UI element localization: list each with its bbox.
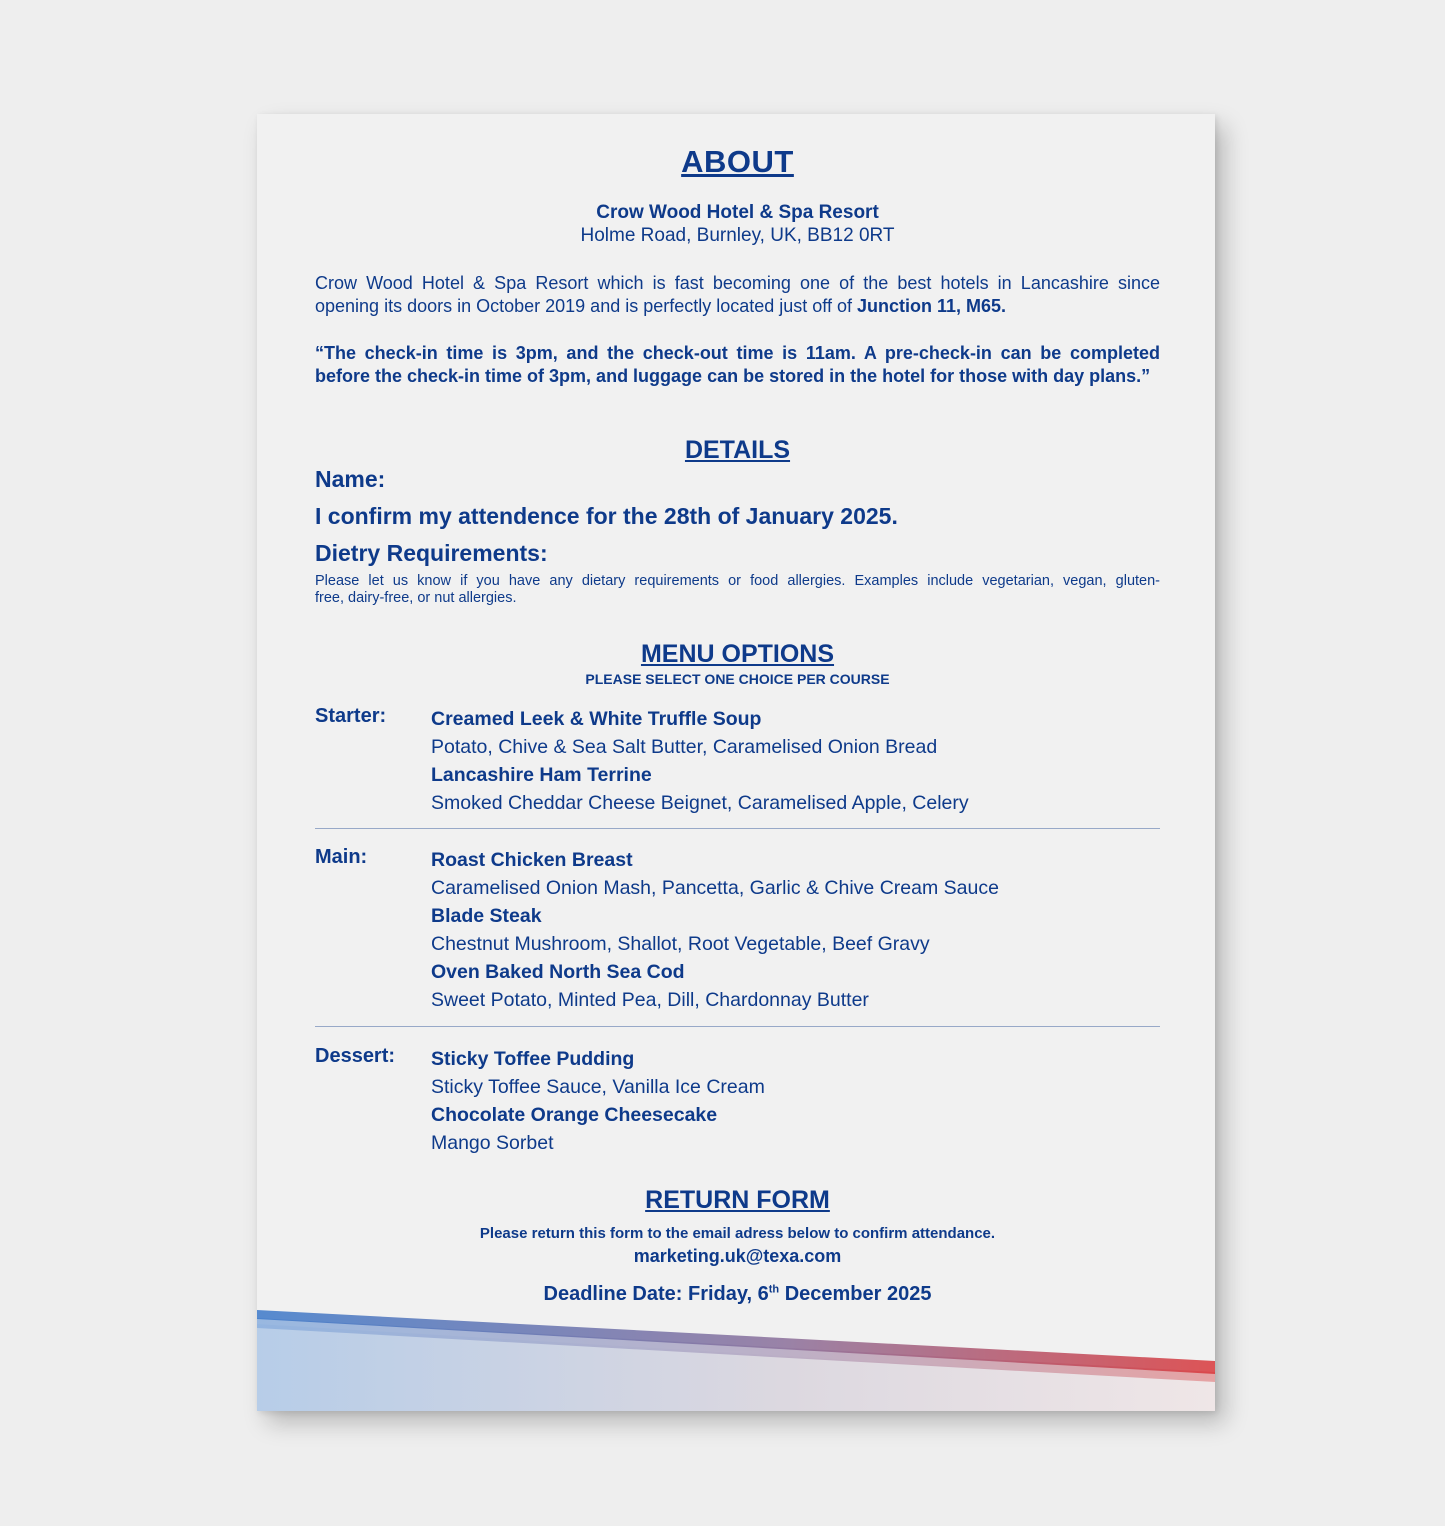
course-items (431, 705, 969, 817)
course-label: Starter: (315, 705, 387, 727)
menu-item-name: Sticky Toffee Pudding (431, 1048, 635, 1070)
document-page (257, 114, 1215, 1411)
course-items (431, 1045, 765, 1157)
menu-subheading: PLEASE SELECT ONE CHOICE PER COURSE (585, 671, 890, 687)
name-label: Name: (315, 466, 386, 492)
menu-item-name: Roast Chicken Breast (431, 849, 633, 871)
menu-item-description: Sticky Toffee Sauce, Vanilla Ice Cream (431, 1076, 765, 1098)
dietary-note-line-2: free, dairy-free, or nut allergies. (315, 590, 517, 606)
deadline-date (315, 1283, 1160, 1306)
course-items (431, 846, 999, 1014)
return-form-heading: RETURN FORM (645, 1186, 830, 1214)
divider (315, 828, 1160, 829)
menu-item-description: Potato, Chive & Sea Salt Butter, Caramelised Onion Bread (431, 736, 938, 758)
checkin-quote-line-1: “The check-in time is 3pm, and the check-out time is 11am. A pre-check-in can be completed (315, 343, 1160, 363)
intro-junction: Junction 11, M65. (857, 296, 1007, 316)
deadline-ordinal: th (768, 1283, 780, 1296)
intro-line-2 (315, 295, 1160, 318)
menu-item-name: Creamed Leek & White Truffle Soup (431, 708, 762, 730)
menu-item-name: Oven Baked North Sea Cod (431, 961, 685, 983)
about-heading: ABOUT (681, 144, 794, 179)
deadline-prefix: Deadline Date: Friday, 6 (543, 1283, 769, 1305)
menu-heading: MENU OPTIONS (640, 640, 835, 668)
divider (315, 1026, 1160, 1027)
course-label: Dessert: (315, 1045, 396, 1067)
checkin-quote-line-2: before the check-in time of 3pm, and luggage can be stored in the hotel for those with day plans.” (315, 366, 1151, 386)
menu-item-description: Smoked Cheddar Cheese Beignet, Caramelised Apple, Celery (431, 792, 969, 814)
dietary-label: Dietry Requirements: (315, 540, 548, 566)
details-heading: DETAILS (684, 436, 791, 464)
return-instruction: Please return this form to the email adress below to confirm attendance. (479, 1225, 996, 1242)
menu-item-name: Blade Steak (431, 905, 542, 927)
return-email[interactable]: marketing.uk@texa.com (633, 1246, 842, 1266)
menu-item-description: Chestnut Mushroom, Shallot, Root Vegetable, Beef Gravy (431, 933, 930, 955)
footer-wave-decoration (257, 1304, 1215, 1411)
course-label: Main: (315, 846, 368, 868)
menu-item-description: Mango Sorbet (431, 1132, 554, 1154)
intro-line-1: Crow Wood Hotel & Spa Resort which is fast becoming one of the best hotels in Lancashire since (315, 273, 1160, 293)
attendance-confirmation: I confirm my attendence for the 28th of January 2025. (315, 503, 898, 529)
hotel-address: Holme Road, Burnley, UK, BB12 0RT (580, 225, 895, 246)
menu-item-description: Caramelised Onion Mash, Pancetta, Garlic & Chive Cream Sauce (431, 877, 999, 899)
menu-item-name: Lancashire Ham Terrine (431, 764, 652, 786)
menu-item-name: Chocolate Orange Cheesecake (431, 1104, 718, 1126)
deadline-suffix: December 2025 (779, 1283, 932, 1305)
menu-item-description: Sweet Potato, Minted Pea, Dill, Chardonnay Butter (431, 989, 869, 1011)
hotel-name: Crow Wood Hotel & Spa Resort (596, 202, 879, 223)
dietary-note-line-1: Please let us know if you have any dietary requirements or food allergies. Examples include vegetarian, vegan, gluten- (315, 573, 1160, 589)
intro-line-2-text: opening its doors in October 2019 and is perfectly located just off of (315, 296, 857, 316)
